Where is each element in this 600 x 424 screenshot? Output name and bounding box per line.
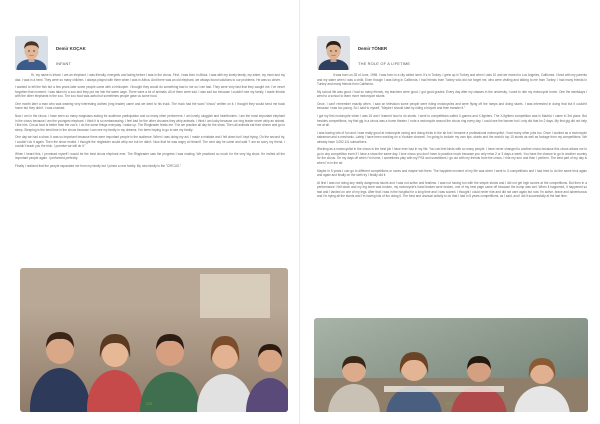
students-photo-right <box>314 318 588 412</box>
paragraph: Working as a motorcyclist in the circus is the best job I have ever had in my life. You can feel kinds with so many people. I have never changed to another circus because this circus allows me to go to any competition even if I have a show the same day. I love circus you don't have to practice much because you only relax 2 or 3 days a week. You have the chance to go to another country for the circus. On my days off when I'm home, I sometimes play with my PS4 and sometimes I go out with my friends from the circus. I ride my turn and then I perform. The best part of my day is when I'm in the air. <box>317 147 587 165</box>
paragraph: One month later a man who was wearing very interesting clothes (ring leader) came and we went to his truck. The truck had the word "circus" written on it. I thought they would send me back home but they didn't. I was crushed. <box>15 101 285 111</box>
paragraph: Now I am in the circus. I have seen so many magicians asking for audience participation and so many other performers. I am lonely, sluggish and heartbroken. I am the most important elephant in the circus because I am the youngest elephant. I think it is so embarrassing. I feel bad for the other circuses they whip animals. I think I am lucky because our ring leader never whip an animal. I like him. Circus food is better than the zoo's. I do the same things everyday. I wake up. The Ringleader feeds me. The we practice all day for the show. Then all animals eat their dinner and go to sleep. Sleeping is the best time in the circus because I can see my family in my dreams. I've been hoping to go to see my family. <box>15 114 285 132</box>
author-name-left: Demir KOÇAK <box>56 46 86 51</box>
paragraph: Maybe in 5 years I can go to different competitions or races and maybe win them. The happiest moment of my life was when I went to X-competitions and I had tried to do the same trick again and again and finally on the sixth try I finally did it. <box>317 168 587 178</box>
paragraph: At first I was not doing any really dangerous stunts and I was not active and fearless. I was not having fun with the simple stunts and I did not get high scores at the competitions. But then in a performance I felt down and my leg bone was broken, my motorcycle's hand brakes were broken, one of my best page came off because the bump was wet. When it happened, it happened so fast and I landed on one of my legs. After that I was in the hospital for a long time and I was scared. I thought I could never ride and did not care again but now I'm active, brave and adventurous and I'm trying all the stunts and I'm having lots of fun doing it. The best and unusual activity to do that I had in 5 years competitions, as I said, and I did it successfully at the last time. <box>317 180 587 199</box>
paragraph: When I heard this, I promised myself I would be the best circus elephant ever. The Ringleader saw the progress I was making. We practiced so much for the very big show. He invited all the important people again. I performed perfectly. <box>15 151 285 161</box>
portrait-boy-right-image <box>317 36 350 70</box>
page-number-right: 173 <box>446 402 452 406</box>
portrait-boy-left-image <box>15 36 48 70</box>
page-number-left: 172 <box>146 402 152 406</box>
author-photo-left <box>15 36 48 70</box>
paragraph: I wanted to tell the fish but a few years later some people came with a helicopter. I thought they would do something bad to me so I ran fast. They were very fast that they caught me. I've never forgotten that moment. I was taken to a zoo and they put me into the same cage. There were a lot of animals. All of them were sad. I was sad too because I couldn't see my family. I made friends with the other elephants in the zoo. The zoo food was awful but sometimes people gave us some food. <box>15 85 285 99</box>
group-of-students-image <box>20 268 288 412</box>
paragraph: Once, I can't remember exactly when, I saw on television some people were riding motorcycles and were flying off the ramps and doing stunts. I was interested in doing that but it couldn't because I was too young. So I said to myself, "Maybe I should start by riding a bicycle and then transfer it." <box>317 101 587 111</box>
paragraph: I was having lots of fun and I was really good at motorcycle racing and doing tricks in the air but I became a professional motorcyclist. I had many other jobs too. Once I worked as a motorcycle salesman and a mechanic. Lately I have been working on a Youtube channel. I'm going to include my own tips, stunts and the world's top 10 stunts as well as footage from my competitions. We already have 3.052.111 subscribers. <box>317 130 587 144</box>
story-body-right <box>317 73 587 202</box>
right-page <box>300 0 600 424</box>
students-working-image <box>314 318 588 412</box>
paragraph: I got my first motorcycle when I was 16 and I learned how to do stunts. I went to competitions called X-games and X-fighters. The X-fighters competition was in Madrid. I came in 3rd place. But besides competitions, my first gig in a circus was a home theater. I rode a motorcycle around the circus ring every day. I could see the banner but I only did that for 2 days. My first gig did not help me at all. <box>317 114 587 128</box>
paragraph: It was born on 28 of June, 1998. I was born in a city called Izmir. It's in Turkey. I grew up in Turkey and when I was 10 and we moved to Los Angeles, California. I lived with my parents and my sister when I was a child. Even though I was living in California, I had friends from Turkey who did not forget me, who were visiting and talking to me from Turkey. I had many friends in Turkey and many friends from California. <box>317 73 587 86</box>
author-photo-right <box>317 36 350 70</box>
author-name-right: Demir TÖNER <box>358 46 388 51</box>
paragraph: Hi, my name is Infant. I am an elephant. I was friendly, energetic and lazing before I was in the circus. First, I was born in Africa. I was with my lovely family; my sister, my mom and my dad. I was in a herd. They were so many children. I always played with them when I was in Africa. And there was an old elephant, we always found solutions to our problems. He was so clever. <box>15 73 285 82</box>
paragraph: One day we had a show. It was so important because there were important people in the audience. When I was doing my act, I made a mistake and I fell down but I kept trying. On the second try, I couldn't do it again. Then the show ended. I thought the ringleader would whip me but he didn't. Now that he was angry at himself. The next day he came and said "I am so sorry my friend. I couldn't teach you the trick. I promise we will do it." <box>15 135 285 149</box>
paragraph: Finally I realized that the people separated me from my family but I joined a new family. My new family is the "CIRCUS." <box>15 164 182 169</box>
story-title-right: THE ROLE OF A LIFETIME <box>358 61 411 66</box>
story-title-left: INFANT <box>56 61 72 66</box>
paragraph: My school life was good. I had so many friends, my teachers were good. I got good grades. Every day after my classes in the university, I used to ride my motorcycle home. One the weekdays I went to a school to learn more motorcycle stunts. <box>317 89 587 99</box>
story-body-left <box>15 73 285 172</box>
students-photo-left <box>20 268 288 412</box>
